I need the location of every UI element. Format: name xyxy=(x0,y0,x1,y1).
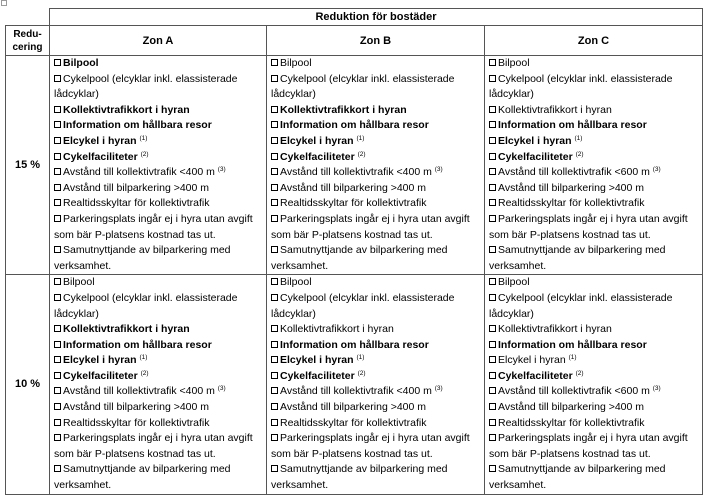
checkbox-item[interactable] xyxy=(54,431,262,462)
zone-c-cell xyxy=(485,275,703,494)
checkbox-label: Bilpool xyxy=(498,276,530,289)
checkbox-icon[interactable] xyxy=(489,465,496,472)
footnote-ref: (1) xyxy=(356,134,365,142)
checkbox-icon[interactable] xyxy=(489,153,496,160)
checkbox-label: Kollektivtrafikkort i hyran xyxy=(63,103,190,116)
checkbox-label: Realtidsskyltar för kollektivtrafik xyxy=(498,197,645,210)
footnote-ref: (2) xyxy=(575,150,584,158)
checkbox-label: Information om hållbara resor xyxy=(63,119,212,132)
checkbox-icon[interactable] xyxy=(271,106,278,113)
checkbox-label: Avstånd till bilparkering >400 m xyxy=(280,401,427,414)
checkbox-icon[interactable] xyxy=(271,465,278,472)
zone-c-cell xyxy=(485,56,703,275)
checkbox-item[interactable] xyxy=(489,400,698,416)
checkbox-icon[interactable] xyxy=(271,153,278,160)
checkbox-item[interactable] xyxy=(489,416,698,432)
checkbox-label: Elcykel i hyran xyxy=(498,134,572,147)
checkbox-icon[interactable] xyxy=(54,278,61,285)
checkbox-item[interactable] xyxy=(271,384,480,400)
checkbox-label: Kollektivtrafikkort i hyran xyxy=(63,323,190,336)
footnote-ref: (1) xyxy=(574,134,583,142)
checkbox-label: Parkeringsplats ingår ej i hyra utan avgift som bär P-platsens kostnad tas ut. xyxy=(271,212,470,241)
checkbox-label: Parkeringsplats ingår ej i hyra utan avgift som bär P-platsens kostnad tas ut. xyxy=(54,212,253,241)
checkbox-icon[interactable] xyxy=(489,215,496,222)
corner-mark xyxy=(1,0,7,6)
footnote-ref: (2) xyxy=(575,369,584,377)
checkbox-label: Cykelfaciliteter xyxy=(280,369,355,382)
checkbox-icon[interactable] xyxy=(271,121,278,128)
checkbox-icon[interactable] xyxy=(271,387,278,394)
checkbox-label: Avstånd till kollektivtrafik <600 m xyxy=(498,166,650,179)
checkbox-icon[interactable] xyxy=(489,75,496,82)
checkbox-label: Kollektivtrafikkort i hyran xyxy=(280,323,394,336)
footnote-ref: (3) xyxy=(434,166,443,174)
reducering-label: Redu- cering xyxy=(12,28,43,53)
checkbox-item[interactable] xyxy=(489,431,698,462)
checkbox-item[interactable] xyxy=(271,134,480,150)
checkbox-label: Cykelfaciliteter xyxy=(280,150,355,163)
checkbox-label: Cykelfaciliteter xyxy=(498,369,573,382)
checkbox-item[interactable] xyxy=(271,431,480,462)
checkbox-icon[interactable] xyxy=(54,75,61,82)
checkbox-label: Cykelpool (elcyklar inkl. elassisterade lådcyklar) xyxy=(271,72,455,101)
reducering-header xyxy=(6,26,50,56)
checkbox-item[interactable] xyxy=(489,196,698,212)
percent-cell: 15 % xyxy=(6,56,50,275)
zone-b-header: Zon B xyxy=(267,26,485,56)
checkbox-label: Parkeringsplats ingår ej i hyra utan avgift som bär P-platsens kostnad tas ut. xyxy=(489,212,688,241)
checkbox-item[interactable] xyxy=(271,212,480,243)
zone-a-cell xyxy=(50,275,267,494)
checkbox-item[interactable] xyxy=(54,118,262,134)
footnote-ref: (1) xyxy=(139,354,148,362)
checkbox-item[interactable] xyxy=(271,72,480,103)
checkbox-item[interactable] xyxy=(54,338,262,354)
checkbox-label: Avstånd till bilparkering >400 m xyxy=(498,401,645,414)
footnote-ref: (2) xyxy=(140,150,149,158)
checkbox-label: Cykelpool (elcyklar inkl. elassisterade lådcyklar) xyxy=(489,291,673,320)
checkbox-icon[interactable] xyxy=(489,278,496,285)
checkbox-item[interactable] xyxy=(271,353,480,369)
checkbox-icon[interactable] xyxy=(489,294,496,301)
checkbox-icon[interactable] xyxy=(489,356,496,363)
checkbox-icon[interactable] xyxy=(271,184,278,191)
footnote-ref: (2) xyxy=(357,369,366,377)
checkbox-item[interactable] xyxy=(489,243,698,274)
checkbox-icon[interactable] xyxy=(271,59,278,66)
checkbox-item[interactable] xyxy=(54,103,262,119)
footnote-ref: (3) xyxy=(217,385,226,393)
checkbox-item[interactable] xyxy=(489,118,698,134)
checkbox-icon[interactable] xyxy=(54,199,61,206)
checkbox-label: Elcykel i hyran xyxy=(63,354,137,367)
checkbox-label: Elcykel i hyran xyxy=(498,354,566,367)
checkbox-icon[interactable] xyxy=(54,106,61,113)
checkbox-item[interactable] xyxy=(54,369,262,385)
checkbox-label: Avstånd till kollektivtrafik <400 m xyxy=(280,166,432,179)
checkbox-icon[interactable] xyxy=(54,215,61,222)
blank-corner-cell xyxy=(6,9,50,26)
checkbox-item[interactable] xyxy=(489,275,698,291)
checkbox-item[interactable] xyxy=(271,103,480,119)
checkbox-item[interactable] xyxy=(54,56,262,72)
checkbox-icon[interactable] xyxy=(271,341,278,348)
header-row-top xyxy=(6,9,703,26)
checkbox-icon[interactable] xyxy=(54,356,61,363)
checkbox-item[interactable] xyxy=(271,322,480,338)
checkbox-label: Bilpool xyxy=(63,57,99,69)
checkbox-item[interactable] xyxy=(489,165,698,181)
checkbox-item[interactable] xyxy=(271,291,480,322)
checkbox-item[interactable] xyxy=(54,353,262,369)
checkbox-item[interactable] xyxy=(489,181,698,197)
checkbox-item[interactable] xyxy=(54,291,262,322)
checkbox-icon[interactable] xyxy=(54,403,61,410)
checkbox-item[interactable] xyxy=(271,56,480,72)
checkbox-item[interactable] xyxy=(489,384,698,400)
checkbox-label: Avstånd till kollektivtrafik <600 m xyxy=(498,385,650,398)
checkbox-item[interactable] xyxy=(54,181,262,197)
checkbox-icon[interactable] xyxy=(54,246,61,253)
checkbox-label: Avstånd till kollektivtrafik <400 m xyxy=(280,385,432,398)
checkbox-label: Samutnyttjande av bilparkering med verksamhet. xyxy=(271,244,448,272)
checkbox-label: Samutnyttjande av bilparkering med verksamhet. xyxy=(54,463,231,492)
checkbox-label: Avstånd till bilparkering >400 m xyxy=(63,181,210,194)
checkbox-label: Bilpool xyxy=(280,57,312,69)
checkbox-label: Kollektivtrafikkort i hyran xyxy=(498,323,612,336)
checkbox-icon[interactable] xyxy=(54,434,61,441)
checkbox-item[interactable] xyxy=(489,291,698,322)
checkbox-item[interactable] xyxy=(489,322,698,338)
checkbox-label: Realtidsskyltar för kollektivtrafik xyxy=(498,416,645,429)
checkbox-label: Cykelfaciliteter xyxy=(63,369,138,382)
checkbox-icon[interactable] xyxy=(489,137,496,144)
checkbox-label: Information om hållbara resor xyxy=(498,119,647,132)
percent-cell: 10 % xyxy=(6,275,50,494)
checkbox-icon[interactable] xyxy=(271,325,278,332)
checkbox-icon[interactable] xyxy=(489,59,496,66)
header-row-zones xyxy=(6,26,703,56)
checkbox-label: Avstånd till bilparkering >400 m xyxy=(498,181,645,194)
checkbox-label: Cykelfaciliteter xyxy=(498,150,573,163)
footnote-ref: (1) xyxy=(568,354,577,362)
checkbox-item[interactable] xyxy=(271,243,480,274)
checkbox-item[interactable] xyxy=(489,353,698,369)
checkbox-item[interactable] xyxy=(489,212,698,243)
checkbox-label: Avstånd till bilparkering >400 m xyxy=(280,181,427,194)
checkbox-item[interactable] xyxy=(54,165,262,181)
checkbox-icon[interactable] xyxy=(271,356,278,363)
checkbox-item[interactable] xyxy=(489,150,698,166)
checkbox-icon[interactable] xyxy=(271,419,278,426)
checkbox-icon[interactable] xyxy=(271,75,278,82)
checkbox-icon[interactable] xyxy=(489,341,496,348)
checkbox-label: Cykelfaciliteter xyxy=(63,150,138,163)
footnote-ref: (3) xyxy=(652,166,661,174)
checkbox-label: Bilpool xyxy=(498,57,530,69)
footnote-ref: (3) xyxy=(652,385,661,393)
checkbox-icon[interactable] xyxy=(54,372,61,379)
checkbox-label: Realtidsskyltar för kollektivtrafik xyxy=(63,197,210,210)
checkbox-label: Avstånd till kollektivtrafik <400 m xyxy=(63,385,215,398)
checkbox-item[interactable] xyxy=(54,275,262,291)
checkbox-icon[interactable] xyxy=(54,465,61,472)
footnote-ref: (3) xyxy=(217,166,226,174)
checkbox-label: Cykelpool (elcyklar inkl. elassisterade lådcyklar) xyxy=(54,291,238,320)
checkbox-icon[interactable] xyxy=(54,184,61,191)
checkbox-icon[interactable] xyxy=(271,199,278,206)
checkbox-icon[interactable] xyxy=(489,106,496,113)
checkbox-item[interactable] xyxy=(54,134,262,150)
checkbox-icon[interactable] xyxy=(271,215,278,222)
reduction-table xyxy=(5,8,703,495)
checkbox-item[interactable] xyxy=(54,196,262,212)
footnote-ref: (2) xyxy=(357,150,366,158)
checkbox-item[interactable] xyxy=(54,384,262,400)
reduction-title: Reduktion för bostäder xyxy=(50,9,703,26)
zone-b-cell xyxy=(267,56,485,275)
checkbox-item[interactable] xyxy=(54,212,262,243)
checkbox-label: Elcykel i hyran xyxy=(63,134,137,147)
checkbox-label: Samutnyttjande av bilparkering med verksamhet. xyxy=(489,244,666,272)
checkbox-label: Kollektivtrafikkort i hyran xyxy=(280,103,407,116)
checkbox-icon[interactable] xyxy=(489,199,496,206)
checkbox-icon[interactable] xyxy=(489,168,496,175)
checkbox-icon[interactable] xyxy=(54,341,61,348)
checkbox-icon[interactable] xyxy=(489,246,496,253)
checkbox-icon[interactable] xyxy=(489,372,496,379)
checkbox-icon[interactable] xyxy=(271,246,278,253)
checkbox-icon[interactable] xyxy=(54,168,61,175)
zone-b-cell xyxy=(267,275,485,494)
checkbox-label: Avstånd till bilparkering >400 m xyxy=(63,401,210,414)
checkbox-label: Parkeringsplats ingår ej i hyra utan avgift som bär P-platsens kostnad tas ut. xyxy=(54,432,253,460)
checkbox-label: Cykelpool (elcyklar inkl. elassisterade lådcyklar) xyxy=(489,72,673,101)
checkbox-label: Samutnyttjande av bilparkering med verksamhet. xyxy=(271,463,448,492)
checkbox-label: Samutnyttjande av bilparkering med verksamhet. xyxy=(54,244,231,272)
checkbox-label: Bilpool xyxy=(280,276,312,289)
checkbox-icon[interactable] xyxy=(54,59,61,66)
checkbox-label: Cykelpool (elcyklar inkl. elassisterade lådcyklar) xyxy=(271,291,455,320)
checkbox-label: Information om hållbara resor xyxy=(63,338,212,351)
row-15-percent xyxy=(6,56,703,275)
checkbox-item[interactable] xyxy=(54,243,262,274)
checkbox-icon[interactable] xyxy=(271,137,278,144)
checkbox-icon[interactable] xyxy=(489,387,496,394)
checkbox-item[interactable] xyxy=(489,134,698,150)
checkbox-label: Realtidsskyltar för kollektivtrafik xyxy=(280,197,427,210)
checkbox-icon[interactable] xyxy=(489,434,496,441)
checkbox-item[interactable] xyxy=(271,416,480,432)
checkbox-item[interactable] xyxy=(489,369,698,385)
checkbox-icon[interactable] xyxy=(489,325,496,332)
checkbox-icon[interactable] xyxy=(54,325,61,332)
checkbox-icon[interactable] xyxy=(54,294,61,301)
checkbox-label: Information om hållbara resor xyxy=(498,338,647,351)
checkbox-label: Parkeringsplats ingår ej i hyra utan avgift som bär P-platsens kostnad tas ut. xyxy=(489,432,688,460)
checkbox-icon[interactable] xyxy=(271,403,278,410)
checkbox-label: Realtidsskyltar för kollektivtrafik xyxy=(280,416,427,429)
checkbox-icon[interactable] xyxy=(271,434,278,441)
checkbox-item[interactable] xyxy=(54,150,262,166)
checkbox-item[interactable] xyxy=(54,72,262,103)
footnote-ref: (1) xyxy=(139,134,148,142)
checkbox-label: Samutnyttjande av bilparkering med verksamhet. xyxy=(489,463,666,492)
checkbox-item[interactable] xyxy=(489,72,698,103)
checkbox-item[interactable] xyxy=(271,118,480,134)
checkbox-label: Realtidsskyltar för kollektivtrafik xyxy=(63,416,210,429)
checkbox-label: Avstånd till kollektivtrafik <400 m xyxy=(63,166,215,179)
checkbox-label: Cykelpool (elcyklar inkl. elassisterade lådcyklar) xyxy=(54,72,238,101)
checkbox-icon[interactable] xyxy=(489,121,496,128)
checkbox-item[interactable] xyxy=(271,275,480,291)
checkbox-icon[interactable] xyxy=(54,419,61,426)
checkbox-item[interactable] xyxy=(489,56,698,72)
footnote-ref: (1) xyxy=(356,354,365,362)
checkbox-label: Parkeringsplats ingår ej i hyra utan avgift som bär P-platsens kostnad tas ut. xyxy=(271,432,470,460)
checkbox-icon[interactable] xyxy=(271,372,278,379)
checkbox-label: Bilpool xyxy=(63,276,95,289)
zone-a-cell xyxy=(50,56,267,275)
checkbox-icon[interactable] xyxy=(489,419,496,426)
checkbox-item[interactable] xyxy=(271,181,480,197)
footnote-ref: (2) xyxy=(140,369,149,377)
checkbox-icon[interactable] xyxy=(489,184,496,191)
checkbox-icon[interactable] xyxy=(271,294,278,301)
checkbox-item[interactable] xyxy=(271,165,480,181)
row-10-percent xyxy=(6,275,703,494)
checkbox-icon[interactable] xyxy=(271,168,278,175)
checkbox-item[interactable] xyxy=(271,338,480,354)
checkbox-icon[interactable] xyxy=(489,403,496,410)
checkbox-label: Kollektivtrafikkort i hyran xyxy=(498,103,612,116)
checkbox-item[interactable] xyxy=(271,150,480,166)
checkbox-item[interactable] xyxy=(489,103,698,119)
footnote-ref: (3) xyxy=(434,385,443,393)
checkbox-item[interactable] xyxy=(54,400,262,416)
checkbox-icon[interactable] xyxy=(271,278,278,285)
checkbox-item[interactable] xyxy=(489,338,698,354)
checkbox-icon[interactable] xyxy=(54,137,61,144)
checkbox-item[interactable] xyxy=(54,416,262,432)
checkbox-label: Information om hållbara resor xyxy=(280,119,429,132)
checkbox-item[interactable] xyxy=(271,369,480,385)
checkbox-icon[interactable] xyxy=(54,121,61,128)
checkbox-item[interactable] xyxy=(54,322,262,338)
checkbox-label: Elcykel i hyran xyxy=(280,354,354,367)
checkbox-icon[interactable] xyxy=(54,153,61,160)
checkbox-item[interactable] xyxy=(271,196,480,212)
checkbox-label: Elcykel i hyran xyxy=(280,134,354,147)
checkbox-label: Information om hållbara resor xyxy=(280,338,429,351)
zone-c-header: Zon C xyxy=(485,26,703,56)
checkbox-icon[interactable] xyxy=(54,387,61,394)
checkbox-item[interactable] xyxy=(271,400,480,416)
zone-a-header: Zon A xyxy=(50,26,267,56)
